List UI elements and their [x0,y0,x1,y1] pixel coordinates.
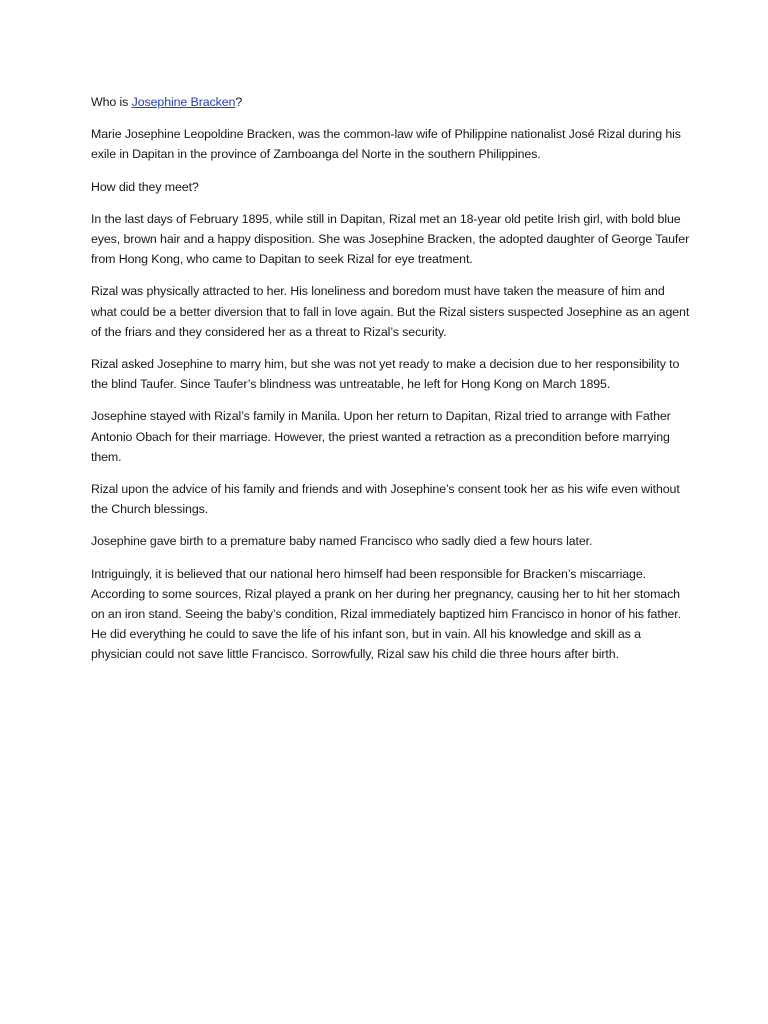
document-body [91,92,691,677]
paragraph-meeting: In the last days of February 1895, while still in Dapitan, Rizal met an 18-year old petite Irish girl, with bold blue eyes, brown hair and a happy disposition. She was Josephine Bracken, the adopted daughter of George Taufer from Hong Kong, who came to Dapitan to seek Rizal for eye treatment. [91,211,690,267]
heading-suffix: ? [235,95,243,109]
paragraph-intro: Marie Josephine Leopoldine Bracken, was the common-law wife of Philippine nationalist José Rizal during his exile in Dapitan in the province of Zamboanga del Norte in the southern Philippines. [91,127,681,162]
josephine-bracken-link[interactable]: Josephine Bracken [131,95,236,109]
paragraph-consent: Rizal upon the advice of his family and friends and with Josephine’s consent took her as his wife even without the Church blessings. [91,482,680,517]
heading-prefix: Who is [91,95,132,109]
paragraph-miscarriage: Intriguingly, it is believed that our national hero himself had been responsible for Bracken’s miscarriage. According to some sources, Rizal played a prank on her during her pregnancy, causing her to hit her stomach on an iron stand. Seeing the baby’s condition, Rizal immediately baptized him Francisco in honor of his father. He did everything he could to save the life of his infant son, but in vain. All his knowledge and skill as a physician could not save little Francisco. Sorrowfully, Rizal saw his child die three hours after birth. [91,566,681,662]
paragraph-manila: Josephine stayed with Rizal’s family in Manila. Upon her return to Dapitan, Rizal tried to arrange with Father Antonio Obach for their marriage. However, the priest wanted a retraction as a precondition before marrying them. [91,409,671,464]
paragraph-how-did-they-meet: How did they meet? [91,179,199,194]
paragraph-proposal: Rizal asked Josephine to marry him, but she was not yet ready to make a decision due to her responsibility to the blind Taufer. Since Taufer’s blindness was untreatable, he left for Hong Kong on March 1895. [91,357,680,392]
heading-question [91,92,691,112]
paragraph-attraction: Rizal was physically attracted to her. His loneliness and boredom must have taken the measure of him and what could be a better diversion that to fall in love again. But the Rizal sisters suspected Josephine as an agent of the friars and they considered her as a threat to Rizal’s security. [91,284,690,339]
paragraph-birth: Josephine gave birth to a premature baby named Francisco who sadly died a few hours later. [91,534,593,549]
